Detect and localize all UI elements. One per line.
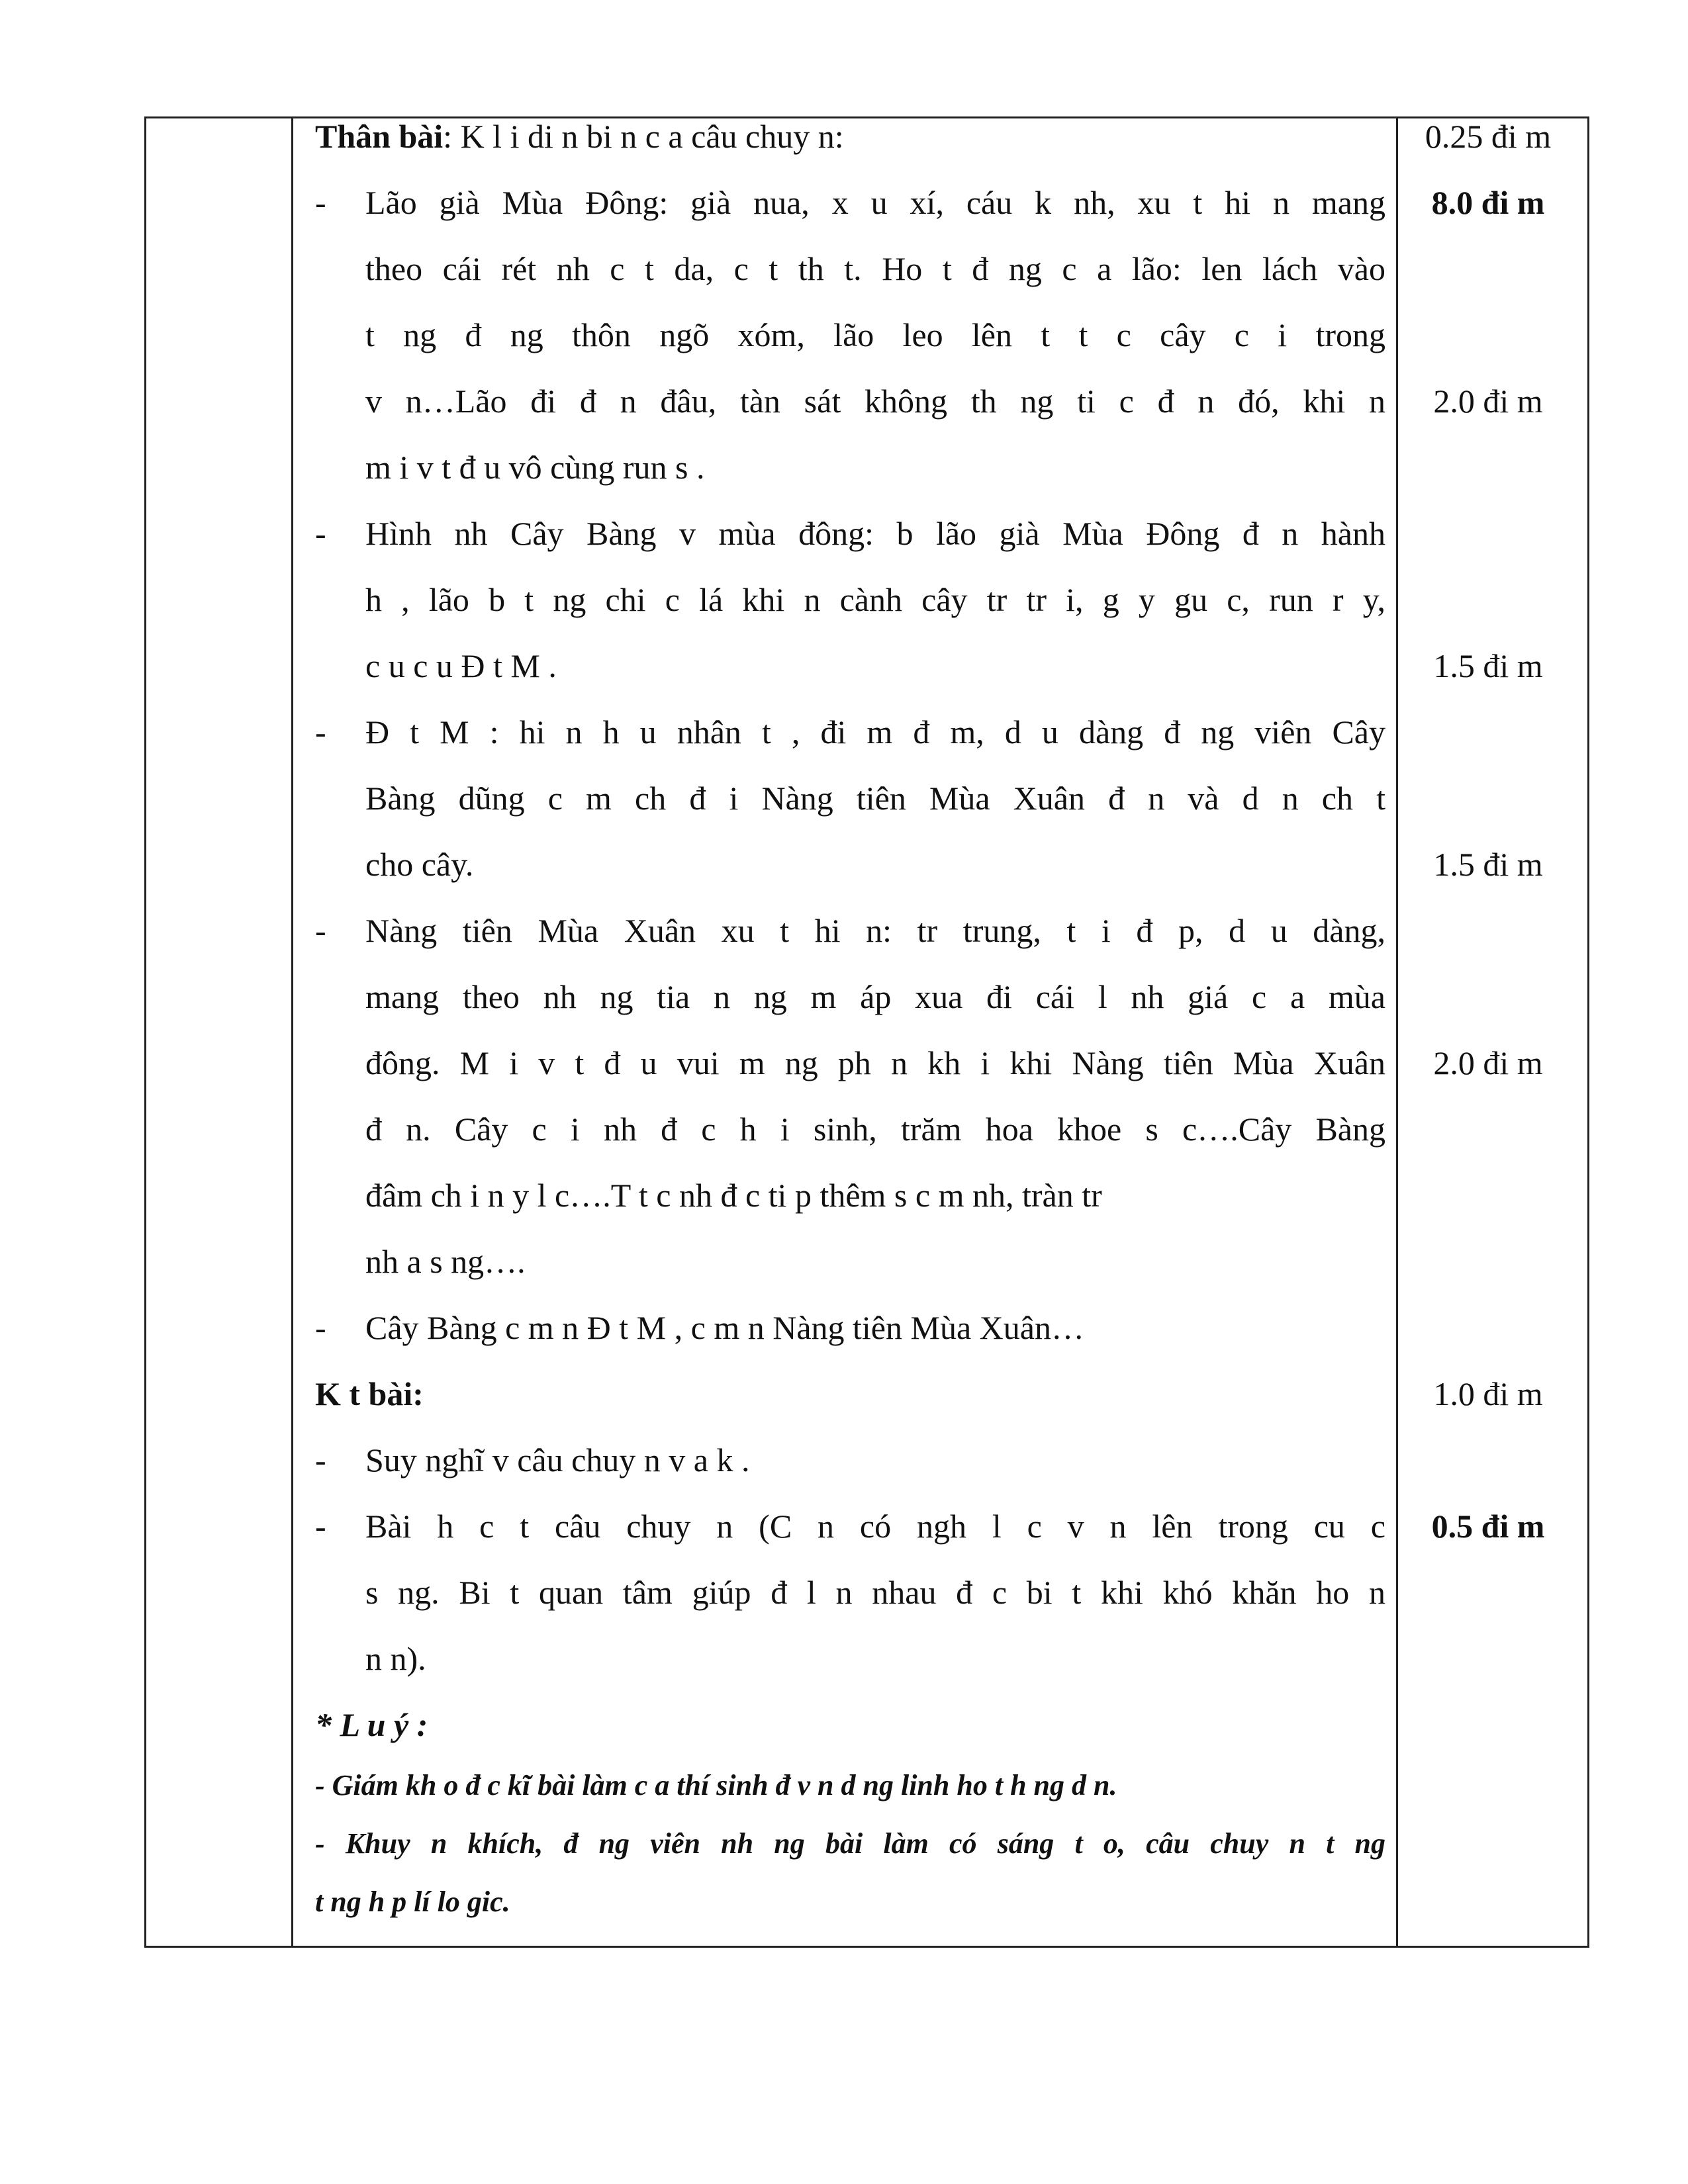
note-title: * L u ý : bbox=[315, 1706, 428, 1743]
note-line-1: - Giám kh o đ c kĩ bài làm c a thí sinh đ v n d ng linh ho t h ng d n. bbox=[315, 1769, 1117, 1801]
score-lesson: 0.5 đi m bbox=[1431, 1508, 1545, 1545]
score-winter: 2.0 đi m bbox=[1433, 383, 1543, 420]
score-conclusion: 1.0 đi m bbox=[1433, 1375, 1543, 1412]
score-spring: 2.0 đi m bbox=[1433, 1044, 1543, 1081]
body-heading: Thân bài: K l i di n bi n c a câu chuy n: bbox=[315, 118, 844, 155]
note-line-2a: - Khuy n khích, đ ng viên nh ng bài làm có sáng t o, câu chuy n t ng bbox=[315, 1827, 1385, 1860]
note-line-2b: t ng h p lí lo gic. bbox=[315, 1886, 510, 1918]
score-cay-bang: 1.5 đi m bbox=[1433, 647, 1543, 684]
conclusion-heading: K t bài: bbox=[315, 1375, 424, 1412]
score-total-body: 8.0 đi m bbox=[1431, 184, 1545, 221]
column-divider-1 bbox=[291, 118, 293, 1946]
score-dat-me: 1.5 đi m bbox=[1433, 846, 1543, 883]
column-divider-2 bbox=[1396, 118, 1398, 1946]
score-heading: 0.25 đi m bbox=[1425, 118, 1552, 155]
